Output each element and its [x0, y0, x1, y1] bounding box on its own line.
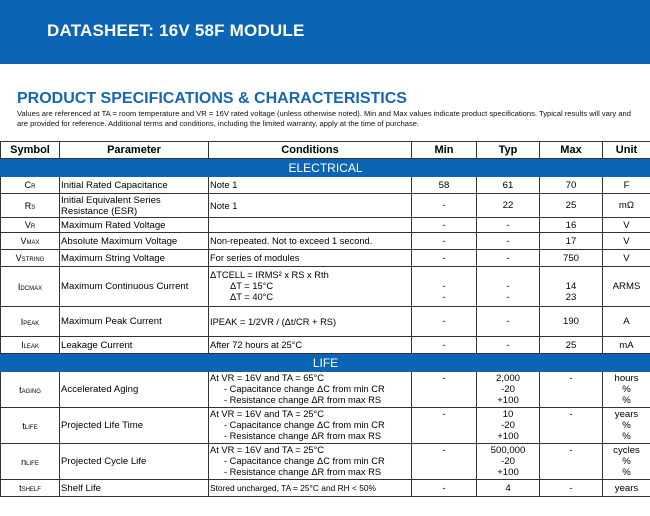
table-row [1, 408, 650, 444]
table-row [1, 267, 650, 307]
unit-cell: V [603, 233, 650, 250]
table-row [1, 218, 650, 233]
min-cell: - [412, 444, 477, 480]
unit-cell: years [603, 480, 650, 497]
col-header-typ: Typ [477, 142, 540, 159]
typ-cell: - [477, 233, 540, 250]
conditions-cell: After 72 hours at 25°C [209, 337, 412, 354]
condition-line: ΔT = 15°C [230, 281, 274, 291]
unit-cell: ARMS [603, 267, 650, 307]
table-row [1, 444, 650, 480]
symbol-cell: ILEAK [1, 337, 60, 354]
condition-line: - Resistance change ΔR from max RS [224, 431, 382, 441]
symbol-cell: VMAX [1, 233, 60, 250]
conditions-cell [209, 444, 412, 480]
parameter-cell: Leakage Current [60, 337, 209, 354]
col-header-max: Max [540, 142, 603, 159]
unit-cell: V [603, 250, 650, 267]
max-cell: 25 [540, 194, 603, 218]
col-header-unit: Unit [603, 142, 650, 159]
table-row [1, 480, 650, 497]
typ-cell: 61 [477, 177, 540, 194]
min-cell: - [412, 337, 477, 354]
max-cell: - [540, 408, 603, 444]
min-cell: - [412, 408, 477, 444]
symbol-cell: tSHELF [1, 480, 60, 497]
symbol-cell: IPEAK [1, 307, 60, 337]
table-row [1, 194, 650, 218]
min-cell: 58 [412, 177, 477, 194]
max-cell: 750 [540, 250, 603, 267]
typ-cell: - [477, 218, 540, 233]
unit-cell: years % % [603, 408, 650, 444]
symbol-cell: RS [1, 194, 60, 218]
unit-cell: A [603, 307, 650, 337]
unit-cell: mΩ [603, 194, 650, 218]
typ-cell: 10 -20 +100 [477, 408, 540, 444]
band-label: ELECTRICAL [1, 159, 650, 177]
max-cell: 70 [540, 177, 603, 194]
unit-cell: cycles % % [603, 444, 650, 480]
table-row [1, 372, 650, 408]
header-banner [0, 0, 650, 64]
conditions-cell: Stored uncharged, TA = 25°C and RH < 50% [209, 480, 412, 497]
typ-cell: - [477, 307, 540, 337]
parameter-cell: Maximum String Voltage [60, 250, 209, 267]
min-cell: - [412, 218, 477, 233]
parameter-cell: Projected Cycle Life [60, 444, 209, 480]
typ-cell: 22 [477, 194, 540, 218]
max-cell: 17 [540, 233, 603, 250]
condition-line: - Capacitance change ΔC from min CR [224, 384, 385, 394]
spec-table [0, 141, 650, 497]
table-row [1, 337, 650, 354]
parameter-cell: Maximum Continuous Current [60, 267, 209, 307]
col-header-symbol: Symbol [1, 142, 60, 159]
symbol-cell: tAGING [1, 372, 60, 408]
typ-cell: 2,000 -20 +100 [477, 372, 540, 408]
conditions-cell [209, 408, 412, 444]
col-header-parameter: Parameter [60, 142, 209, 159]
min-cell: - [412, 480, 477, 497]
typ-cell: 500,000 -20 +100 [477, 444, 540, 480]
col-header-conditions: Conditions [209, 142, 412, 159]
condition-line: At VR = 16V and TA = 65°C [210, 373, 324, 383]
symbol-cell: VR [1, 218, 60, 233]
parameter-cell: Accelerated Aging [60, 372, 209, 408]
min-cell: - [412, 372, 477, 408]
col-header-min: Min [412, 142, 477, 159]
table-row [1, 177, 650, 194]
condition-line: - Resistance change ΔR from max RS [224, 395, 382, 405]
symbol-cell: IDCMAX [1, 267, 60, 307]
condition-line: At VR = 16V and TA = 25°C [210, 409, 324, 419]
conditions-cell: For series of modules [209, 250, 412, 267]
parameter-cell: Shelf Life [60, 480, 209, 497]
condition-line: - Capacitance change ΔC from min CR [224, 456, 385, 466]
min-cell: - - [412, 267, 477, 307]
parameter-cell: Initial Rated Capacitance [60, 177, 209, 194]
conditions-cell: Note 1 [209, 194, 412, 218]
section-intro: Values are referenced at TA = room temperature and VR = 16V rated voltage (unless otherwise noted). Min and Max values indicate product specifications. Typical results will vary and are provided for reference. Additional terms and conditions, including the limited warranty, apply at the time of purchase. [17, 109, 632, 128]
symbol-cell: nLIFE [1, 444, 60, 480]
max-cell: 190 [540, 307, 603, 337]
symbol-cell: tLIFE [1, 408, 60, 444]
typ-cell: - [477, 337, 540, 354]
typ-cell: - [477, 250, 540, 267]
max-cell: 14 23 [540, 267, 603, 307]
unit-cell: V [603, 218, 650, 233]
unit-cell: hours % % [603, 372, 650, 408]
unit-cell: F [603, 177, 650, 194]
conditions-cell [209, 372, 412, 408]
conditions-cell: Note 1 [209, 177, 412, 194]
conditions-cell: Non-repeated. Not to exceed 1 second. [209, 233, 412, 250]
condition-line: ΔTCELL = IRMS² x RS x Rth [210, 270, 329, 280]
max-cell: 16 [540, 218, 603, 233]
conditions-cell [209, 218, 412, 233]
max-cell: - [540, 444, 603, 480]
datasheet-title: DATASHEET: 16V 58F MODULE [47, 21, 305, 40]
condition-line: - Resistance change ΔR from max RS [224, 467, 382, 477]
band-label: LIFE [1, 354, 650, 372]
min-cell: - [412, 233, 477, 250]
max-cell: - [540, 372, 603, 408]
conditions-cell: IPEAK = 1/2VR / (Δt/CR + RS) [209, 307, 412, 337]
table-header-row [1, 142, 650, 159]
min-cell: - [412, 250, 477, 267]
condition-line: ΔT = 40°C [230, 292, 274, 302]
condition-line: At VR = 16V and TA = 25°C [210, 445, 324, 455]
parameter-cell: Maximum Peak Current [60, 307, 209, 337]
table-row [1, 233, 650, 250]
section-title: PRODUCT SPECIFICATIONS & CHARACTERISTICS [17, 90, 407, 107]
max-cell: - [540, 480, 603, 497]
symbol-cell: VSTRING [1, 250, 60, 267]
parameter-cell: Projected Life Time [60, 408, 209, 444]
min-cell: - [412, 307, 477, 337]
conditions-cell [209, 267, 412, 307]
typ-cell: - - [477, 267, 540, 307]
band-life [1, 354, 650, 372]
min-cell: - [412, 194, 477, 218]
table-row [1, 250, 650, 267]
condition-line: - Capacitance change ΔC from min CR [224, 420, 385, 430]
band-electrical [1, 159, 650, 177]
unit-cell: mA [603, 337, 650, 354]
parameter-cell: Absolute Maximum Voltage [60, 233, 209, 250]
table-row [1, 307, 650, 337]
parameter-cell: Initial Equivalent Series Resistance (ESR) [60, 194, 209, 218]
max-cell: 25 [540, 337, 603, 354]
typ-cell: 4 [477, 480, 540, 497]
parameter-cell: Maximum Rated Voltage [60, 218, 209, 233]
symbol-cell: CR [1, 177, 60, 194]
